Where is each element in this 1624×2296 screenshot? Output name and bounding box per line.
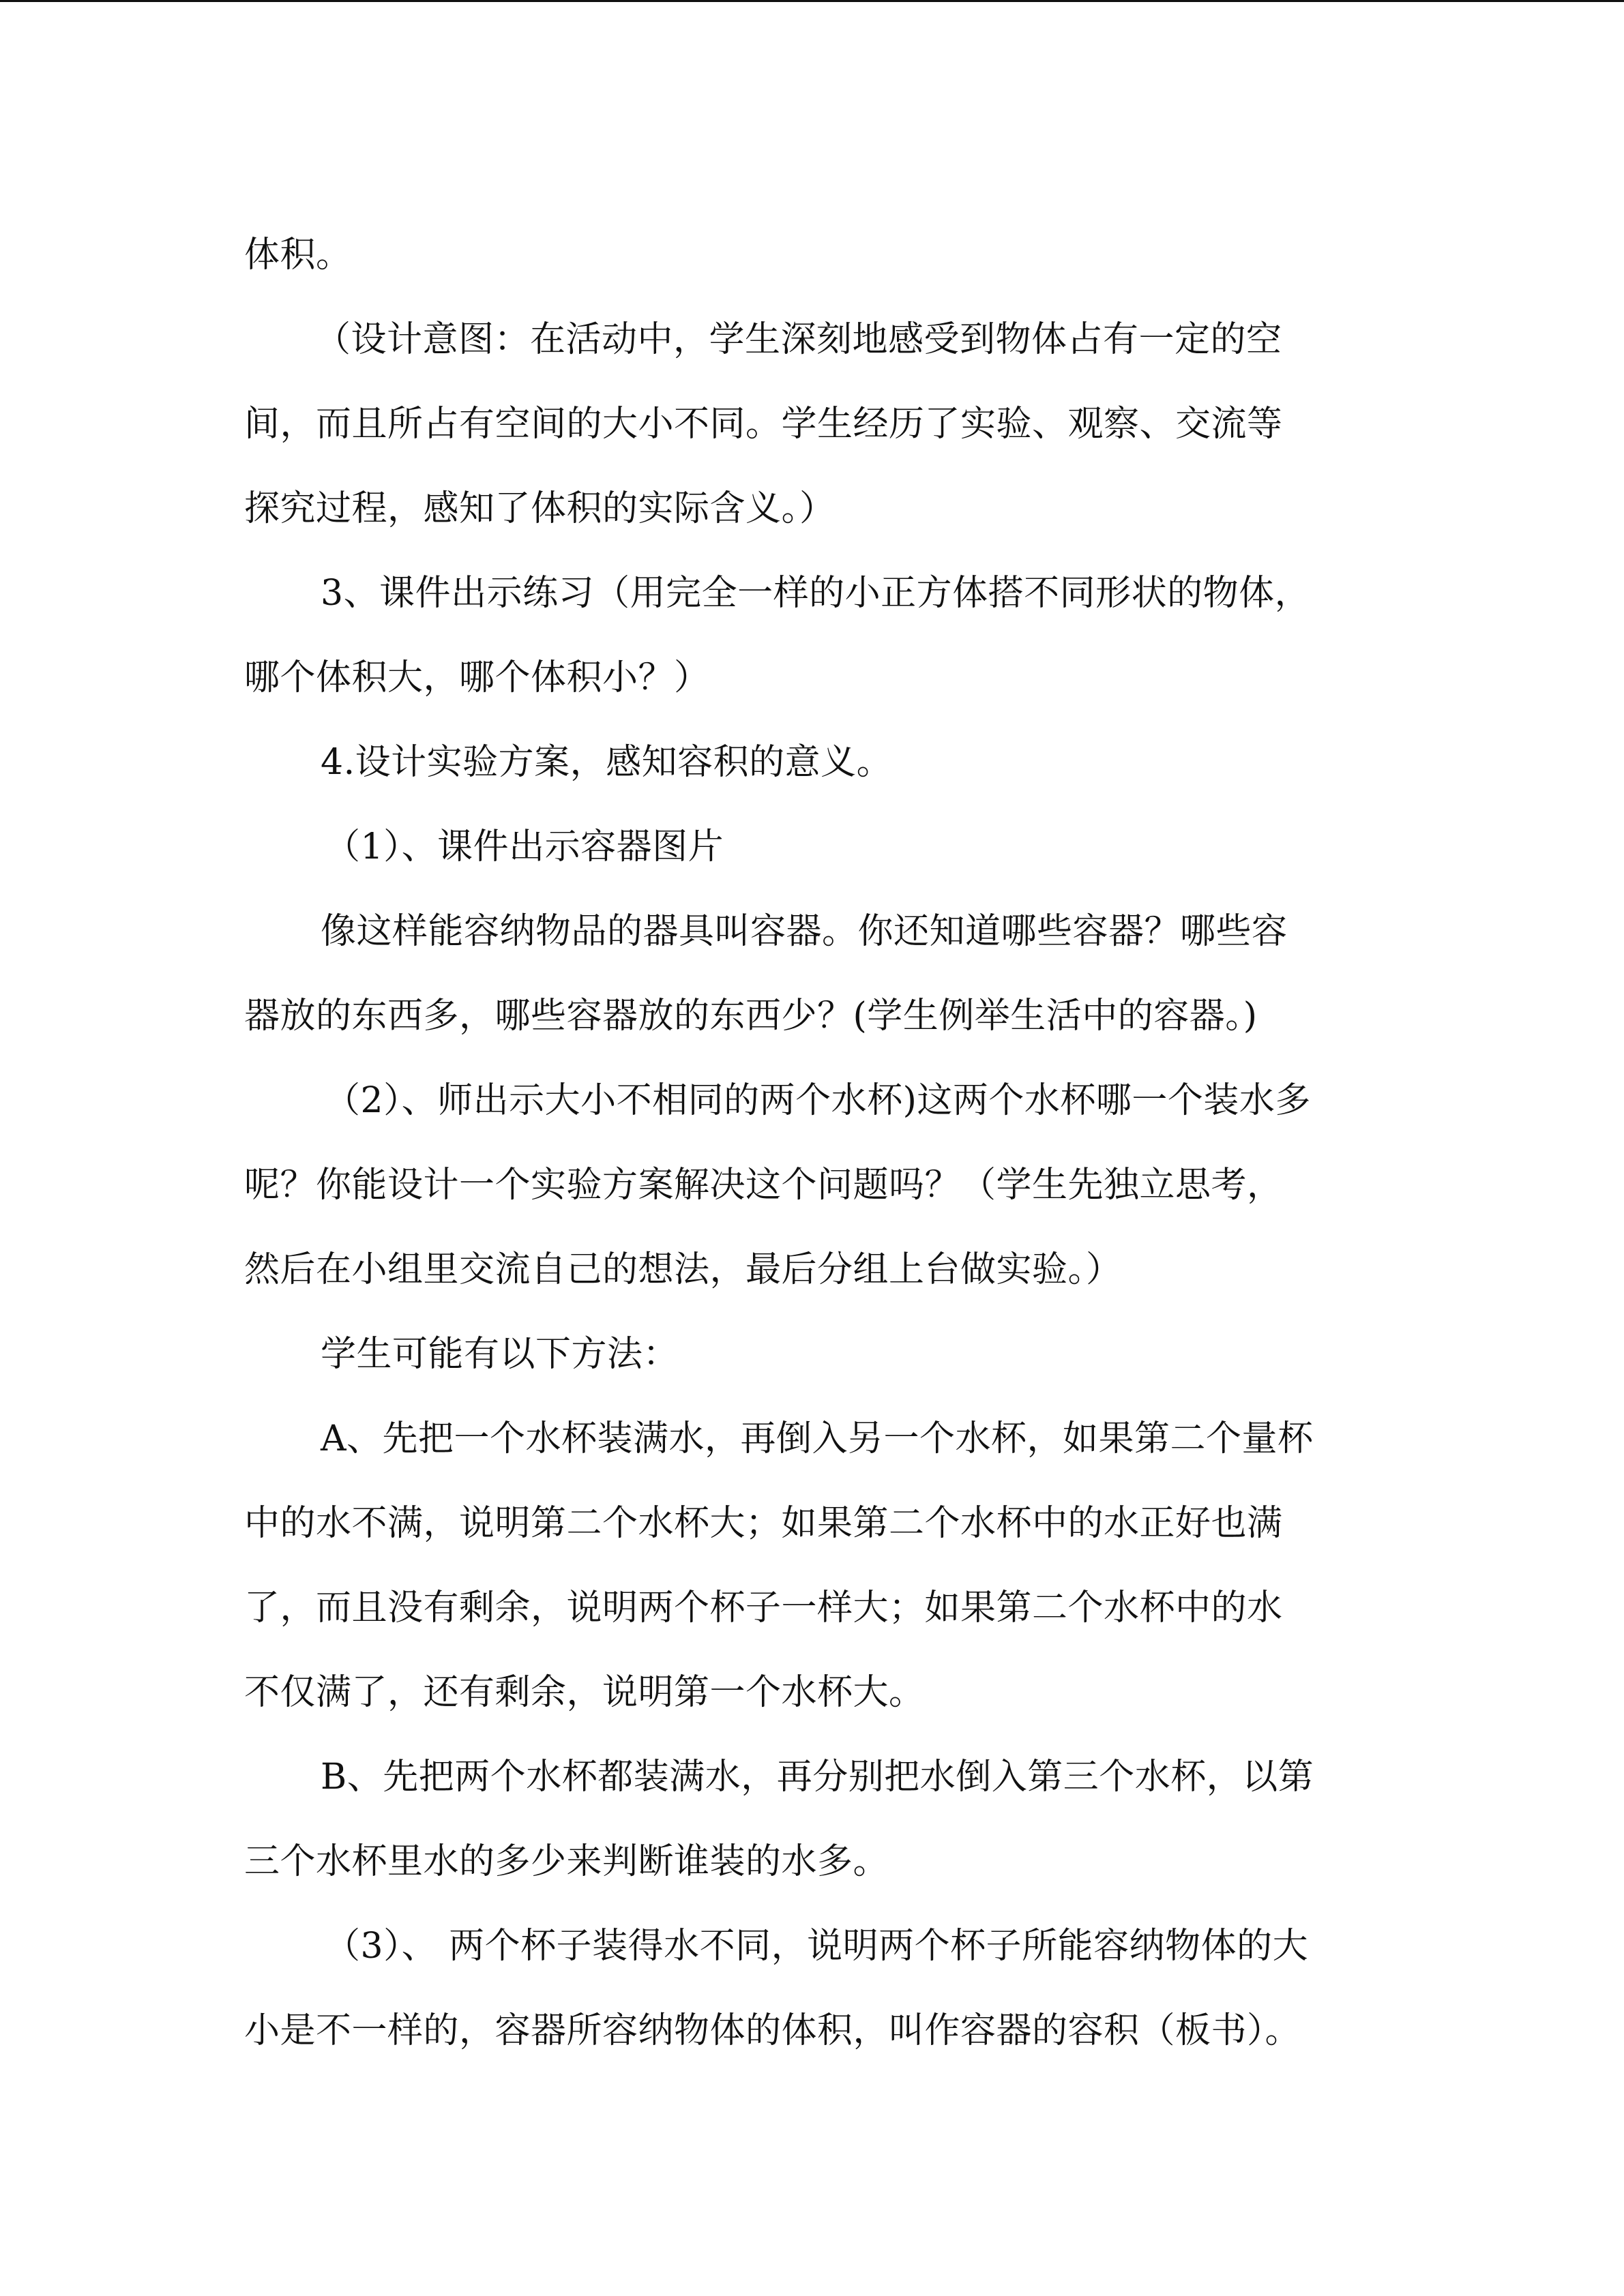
text-line: 3、课件出示练习（用完全一样的小正方体搭不同形状的物体， [321, 573, 1311, 614]
text-line: 三个水杯里水的多少来判断谁装的水多。 [244, 1841, 889, 1882]
text-line: 呢？你能设计一个实验方案解决这个问题吗？（学生先独立思考， [244, 1165, 1283, 1206]
text-line: 中的水不满，说明第二个水杯大；如果第二个水杯中的水正好也满 [244, 1503, 1283, 1544]
text-line: （3）、 两个杯子装得水不同，说明两个杯子所能容纳物体的大 [325, 1926, 1309, 1967]
text-line: 间，而且所占有空间的大小不同。学生经历了实验、观察、交流等 [244, 404, 1283, 445]
text-line: （1）、课件出示容器图片 [325, 826, 724, 867]
text-line: 体积。 [244, 235, 352, 275]
page-top-border [0, 0, 1624, 2]
text-line: 学生可能有以下方法： [321, 1334, 679, 1375]
text-line: 4.设计实验方案，感知容积的意义。 [321, 742, 893, 783]
text-line: （设计意图：在活动中，学生深刻地感受到物体占有一定的空 [315, 319, 1282, 360]
text-line: 哪个体积大，哪个体积小？） [244, 657, 710, 698]
text-line: 了，而且没有剩余，说明两个杯子一样大；如果第二个水杯中的水 [244, 1587, 1283, 1628]
text-line: 探究过程，感知了体积的实际含义。） [244, 488, 836, 529]
text-line: （2）、师出示大小不相同的两个水杯)这两个水杯哪一个装水多 [325, 1080, 1311, 1121]
text-line: 像这样能容纳物品的器具叫容器。你还知道哪些容器？哪些容 [321, 911, 1288, 952]
text-line: 不仅满了，还有剩余，说明第一个水杯大。 [244, 1672, 925, 1713]
text-line: 小是不一样的，容器所容纳物体的体积，叫作容器的容积（板书）。 [244, 2010, 1301, 2051]
text-line: B、先把两个水杯都装满水，再分别把水倒入第三个水杯，以第 [321, 1757, 1314, 1798]
text-line: 然后在小组里交流自己的想法，最后分组上台做实验。） [244, 1249, 1122, 1290]
text-line: A、先把一个水杯装满水，再倒入另一个水杯，如果第二个量杯 [321, 1418, 1314, 1459]
document-body [244, 213, 1376, 2073]
text-line: 器放的东西多，哪些容器放的东西少？(学生例举生活中的容器。) [244, 996, 1258, 1037]
